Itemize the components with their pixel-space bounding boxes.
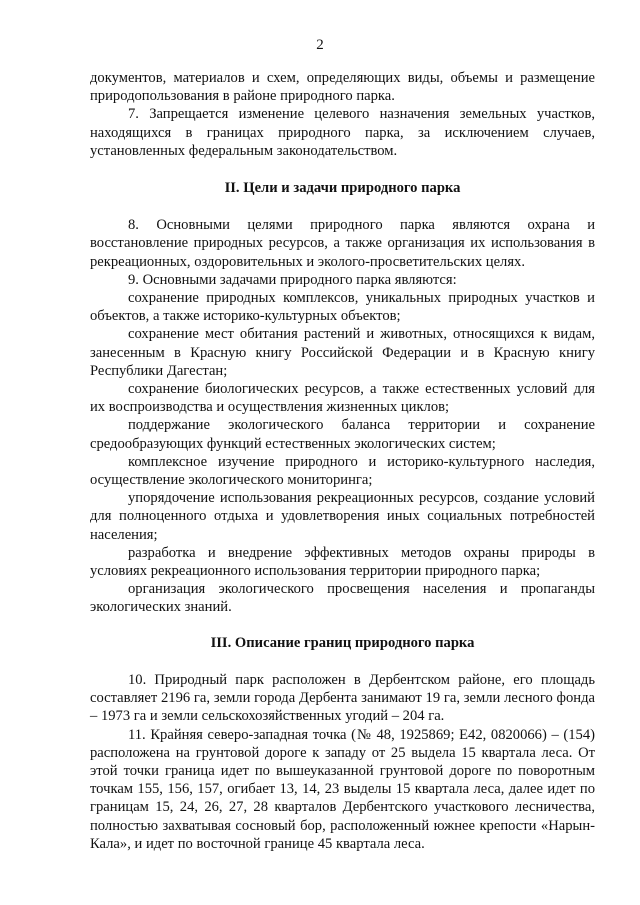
paragraph-8: 8. Основными целями природного парка являются охрана и восстановление природных ресурсов, а также организация их использования в рекреационных, оздоровительных и эколого-просветительских целях. <box>90 217 595 270</box>
section-heading-3: III. Описание границ природного парка <box>210 634 475 651</box>
task-item: разработка и внедрение эффективных методов охраны природы в условиях рекреационного использования территории природного парка; <box>90 544 595 580</box>
paragraph-9: 9. Основными задачами природного парка являются: <box>128 271 457 288</box>
paragraph-continuation: документов, материалов и схем, определяющих виды, объемы и размещение природопользования в районе природного парка. <box>90 70 595 105</box>
task-item: сохранение мест обитания растений и животных, относящихся к видам, занесенным в Красную книгу Российской Федерации и в Красную книгу Республики Дагестан; <box>90 326 595 379</box>
task-item: сохранение биологических ресурсов, а также естественных условий для их воспроизводства и осуществления жизненных циклов; <box>90 381 595 416</box>
task-item: упорядочение использования рекреационных ресурсов, создание условий для полноценного отдыха и удовлетворения иных социальных потребностей населения; <box>90 490 595 543</box>
task-item: поддержание экологического баланса территории и сохранение средообразующих функций естественных экологических систем; <box>90 417 595 452</box>
page-number: 2 <box>316 37 324 53</box>
task-item: комплексное изучение природного и историко-культурного наследия, осуществление экологического мониторинга; <box>90 453 595 489</box>
paragraph-10: 10. Природный парк расположен в Дербентском районе, его площадь составляет 2196 га, земли города Дербента занимают 19 га, земли лесного фонда – 1973 га и земли сельскохозяйственных угодий – 204 га. <box>90 671 595 725</box>
section-heading-2: II. Цели и задачи природного парка <box>224 180 461 197</box>
task-item: организация экологического просвещения населения и пропаганды экологических знаний. <box>90 581 595 616</box>
task-item: сохранение природных комплексов, уникальных природных участков и объектов, а также историко-культурных объектов; <box>90 290 595 325</box>
paragraph-7: 7. Запрещается изменение целевого назначения земельных участков, находящихся в границах природного парка, за исключением случаев, установленных федеральным законодательством. <box>90 106 595 159</box>
document-body <box>90 69 595 853</box>
paragraph-11: 11. Крайняя северо-западная точка (№ 48, 1925869; Е42, 0820066) – (154) расположена на грунтовой дороге к западу от 25 выдела 15 квартала леса. От этой точки граница идет по вышеуказанной грунтовой дороге по поворотным точкам 155, 156, 157, огибает 13, 14, 23 выделы 15 квартала леса, далее идет по границам 15, 24, 26, 27, 28 кварталов Дербентского участкового лесничества, полностью захватывая сосновый бор, расположенный южнее крепости «Нарын-Кала», и идет по восточной границе 45 квартала леса. <box>90 726 595 852</box>
